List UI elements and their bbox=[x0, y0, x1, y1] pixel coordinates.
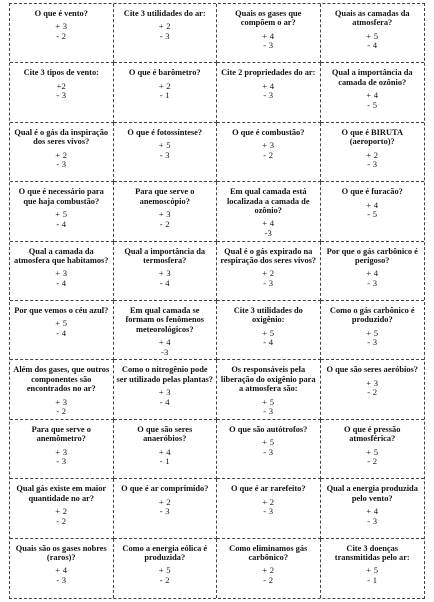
score-values bbox=[220, 219, 317, 238]
question-card bbox=[114, 123, 218, 182]
question-card bbox=[10, 479, 114, 538]
question-card bbox=[10, 63, 114, 122]
score-values bbox=[220, 398, 317, 417]
score-values bbox=[13, 82, 110, 101]
score-values bbox=[324, 448, 422, 467]
minus-points: - 3 bbox=[56, 90, 67, 101]
question-card bbox=[10, 242, 114, 301]
minus-points: - 3 bbox=[367, 515, 378, 526]
question-card bbox=[321, 4, 425, 63]
plus-points: + 4 bbox=[158, 337, 171, 348]
question-card bbox=[10, 182, 114, 241]
minus-points: - 4 bbox=[56, 278, 67, 288]
plus-points: + 2 bbox=[262, 496, 275, 507]
score-values bbox=[220, 329, 317, 348]
minus-points: -3 bbox=[264, 228, 273, 238]
question-card bbox=[217, 123, 321, 182]
question-text: O que é furacão? bbox=[341, 187, 403, 197]
minus-points: - 4 bbox=[56, 328, 67, 338]
question-text: Qual a camada da atmosfera que habitamos? bbox=[14, 246, 109, 265]
question-text: Por que o gás carbônico é perigoso? bbox=[326, 246, 418, 265]
question-text: O que é ar comprimido? bbox=[121, 484, 209, 494]
minus-points: - 4 bbox=[159, 396, 170, 407]
question-card bbox=[114, 539, 218, 598]
minus-points: - 2 bbox=[263, 575, 274, 585]
score-values bbox=[117, 566, 214, 585]
question-text: O que é combustão? bbox=[232, 127, 305, 137]
score-values bbox=[324, 269, 422, 288]
plus-points: + 5 bbox=[55, 318, 68, 329]
plus-points: + 2 bbox=[55, 149, 68, 160]
score-values bbox=[324, 566, 422, 585]
score-values bbox=[13, 566, 110, 585]
minus-points: - 3 bbox=[263, 446, 274, 457]
plus-points: + 4 bbox=[262, 218, 275, 229]
question-text: Cite 3 utilidades do oxigênio: bbox=[233, 306, 303, 325]
plus-points: + 4 bbox=[366, 506, 379, 516]
score-values bbox=[324, 201, 422, 220]
plus-points: + 4 bbox=[366, 90, 379, 101]
plus-points: + 4 bbox=[262, 30, 275, 41]
question-text: Em qual camada se formam os fenômenos meteorológicos? bbox=[125, 306, 205, 334]
question-card bbox=[321, 123, 425, 182]
plus-points: + 3 bbox=[366, 377, 379, 388]
score-values bbox=[117, 388, 214, 407]
question-text: Os responsáveis pela liberação do oxigênio para a atmosfera são: bbox=[220, 365, 316, 394]
plus-points: + 2 bbox=[262, 565, 275, 576]
score-values bbox=[117, 338, 214, 357]
question-text: Quais as camadas da atmosfera? bbox=[334, 9, 410, 28]
minus-points: - 2 bbox=[56, 31, 67, 41]
question-text: Como a energia eólica é produzida? bbox=[122, 543, 208, 562]
question-text: O que é BIRUTA (aeroporto)? bbox=[341, 127, 403, 147]
question-text: O que é necessário para que haja combustão? bbox=[18, 187, 104, 206]
score-values bbox=[220, 269, 317, 288]
minus-points: - 3 bbox=[263, 40, 274, 51]
question-card bbox=[321, 360, 425, 419]
question-text: O que é pressão atmosférica? bbox=[344, 424, 401, 444]
question-card bbox=[217, 301, 321, 360]
question-card bbox=[321, 301, 425, 360]
question-text: Além dos gases, que outros componentes são encontrados no ar? bbox=[13, 365, 110, 394]
minus-points: - 3 bbox=[263, 506, 274, 517]
minus-points: - 3 bbox=[263, 406, 274, 417]
plus-points: + 5 bbox=[158, 140, 171, 151]
plus-points: + 4 bbox=[262, 80, 275, 91]
question-card bbox=[321, 182, 425, 241]
question-card bbox=[217, 4, 321, 63]
question-text: Qual gás existe em maior quantidade no ar? bbox=[16, 484, 107, 503]
question-card bbox=[217, 539, 321, 598]
score-values bbox=[13, 448, 110, 467]
minus-points: - 2 bbox=[367, 456, 378, 467]
score-values bbox=[117, 210, 214, 229]
score-values bbox=[324, 329, 422, 348]
minus-points: - 3 bbox=[367, 337, 378, 348]
question-text: Para que serve o anemômetro? bbox=[31, 424, 91, 444]
question-card bbox=[114, 301, 218, 360]
plus-points: + 3 bbox=[55, 446, 68, 457]
plus-points: + 2 bbox=[262, 268, 275, 279]
question-text: Cite 2 propriedades do ar: bbox=[221, 68, 316, 78]
plus-points: + 5 bbox=[262, 437, 275, 448]
score-values bbox=[220, 498, 317, 517]
minus-points: - 3 bbox=[159, 31, 170, 41]
score-values bbox=[324, 379, 422, 398]
question-text: Cite 3 tipos de vento: bbox=[23, 68, 99, 78]
score-values bbox=[220, 566, 317, 585]
plus-points: + 3 bbox=[158, 268, 171, 279]
minus-points: - 1 bbox=[159, 90, 170, 101]
plus-points: + 3 bbox=[262, 140, 275, 151]
question-card bbox=[10, 301, 114, 360]
question-card bbox=[321, 479, 425, 538]
question-card-sheet bbox=[9, 3, 425, 599]
score-values bbox=[324, 32, 422, 51]
question-text: Para que serve o anemoscópio? bbox=[135, 187, 195, 206]
question-text: Qual a importância da termosfera? bbox=[124, 246, 206, 265]
question-text: Como o gás carbônico é produzido? bbox=[329, 306, 415, 325]
score-values bbox=[13, 22, 110, 41]
score-values bbox=[13, 151, 110, 170]
plus-points: + 5 bbox=[366, 30, 379, 41]
plus-points: + 4 bbox=[55, 565, 68, 576]
score-values bbox=[117, 82, 214, 101]
question-card bbox=[114, 360, 218, 419]
minus-points: - 3 bbox=[159, 506, 170, 517]
plus-points: + 5 bbox=[262, 396, 275, 407]
question-card bbox=[321, 242, 425, 301]
plus-points: + 2 bbox=[55, 506, 68, 516]
question-text: Qual a importância da camada de ozônio? bbox=[331, 68, 413, 87]
minus-points: - 2 bbox=[159, 218, 170, 229]
question-card bbox=[114, 479, 218, 538]
question-text: Qual é o gás expirado na respiração dos seres vivos? bbox=[220, 246, 317, 265]
question-text: Qual a energia produzida pelo vento? bbox=[326, 484, 418, 503]
question-text: Como o nitrogênio pode ser utilizado pelas plantas? bbox=[116, 365, 213, 384]
question-card bbox=[114, 63, 218, 122]
score-values bbox=[220, 82, 317, 101]
score-values bbox=[117, 498, 214, 517]
question-card bbox=[217, 242, 321, 301]
question-card bbox=[321, 63, 425, 122]
plus-points: + 4 bbox=[366, 199, 379, 210]
question-card bbox=[10, 420, 114, 479]
minus-points: - 2 bbox=[56, 515, 67, 526]
score-values bbox=[324, 151, 422, 170]
minus-points: - 3 bbox=[56, 456, 67, 467]
question-text: Como eliminamos gás carbônico? bbox=[229, 543, 308, 562]
minus-points: - 3 bbox=[56, 575, 67, 585]
minus-points: - 3 bbox=[367, 278, 378, 288]
score-values bbox=[13, 507, 110, 526]
score-values bbox=[117, 22, 214, 41]
plus-points: + 3 bbox=[55, 21, 68, 32]
question-card bbox=[217, 182, 321, 241]
plus-points: + 4 bbox=[366, 268, 379, 279]
question-text: O que é fotossíntese? bbox=[127, 127, 203, 137]
minus-points: - 2 bbox=[159, 575, 170, 585]
question-card bbox=[10, 123, 114, 182]
plus-points: + 5 bbox=[262, 327, 275, 338]
plus-points: + 2 bbox=[158, 496, 171, 507]
question-text: O que é ar rarefeito? bbox=[230, 484, 306, 494]
plus-points: + 2 bbox=[158, 80, 171, 91]
minus-points: - 3 bbox=[263, 90, 274, 101]
question-card bbox=[217, 360, 321, 419]
question-card bbox=[114, 420, 218, 479]
score-values bbox=[220, 438, 317, 457]
minus-points: - 3 bbox=[263, 278, 274, 288]
question-text: Quais são os gases nobres (raros)? bbox=[15, 543, 107, 562]
plus-points: +2 bbox=[56, 80, 67, 91]
plus-points: + 5 bbox=[366, 446, 379, 457]
question-card bbox=[10, 360, 114, 419]
score-values bbox=[13, 319, 110, 338]
score-values bbox=[13, 398, 110, 417]
score-values bbox=[117, 269, 214, 288]
minus-points: - 4 bbox=[56, 218, 67, 229]
minus-points: - 5 bbox=[367, 209, 378, 220]
minus-points: - 4 bbox=[263, 337, 274, 348]
question-card bbox=[10, 539, 114, 598]
minus-points: - 2 bbox=[56, 406, 67, 417]
plus-points: + 5 bbox=[55, 209, 68, 219]
question-text: Por que vemos o céu azul? bbox=[14, 306, 109, 315]
minus-points: - 3 bbox=[159, 149, 170, 160]
plus-points: + 5 bbox=[366, 327, 379, 338]
score-values bbox=[13, 210, 110, 229]
question-card bbox=[321, 420, 425, 479]
minus-points: - 1 bbox=[159, 456, 170, 467]
question-card bbox=[217, 63, 321, 122]
plus-points: + 3 bbox=[55, 396, 68, 407]
minus-points: - 2 bbox=[367, 387, 378, 398]
score-values bbox=[324, 507, 422, 526]
question-text: Cite 3 utilidades do ar: bbox=[123, 9, 206, 18]
question-text: Quais os gases que compõem o ar? bbox=[235, 9, 302, 28]
question-text: Em qual camada está localizada a camada de ozônio? bbox=[226, 187, 310, 215]
question-text: O que são seres anaeróbios? bbox=[137, 424, 193, 444]
question-text: O que são autótrofos? bbox=[229, 424, 308, 434]
plus-points: + 2 bbox=[366, 149, 379, 160]
question-card bbox=[114, 242, 218, 301]
minus-points: -3 bbox=[160, 346, 169, 357]
plus-points: + 3 bbox=[158, 387, 171, 398]
score-values bbox=[220, 32, 317, 51]
question-card bbox=[217, 479, 321, 538]
question-card bbox=[114, 4, 218, 63]
plus-points: + 5 bbox=[366, 565, 379, 576]
question-text: O que é vento? bbox=[34, 9, 88, 18]
question-text: Cite 3 doenças transmitidas pelo ar: bbox=[334, 543, 410, 562]
plus-points: + 3 bbox=[158, 209, 171, 219]
score-values bbox=[117, 448, 214, 467]
question-text: O que é barômetro? bbox=[128, 68, 201, 78]
plus-points: + 2 bbox=[158, 21, 171, 32]
minus-points: - 4 bbox=[367, 40, 378, 51]
question-text: Qual é o gás da inspiração dos seres vivos? bbox=[14, 127, 109, 147]
question-text: O que são seres aeróbios? bbox=[326, 365, 418, 375]
minus-points: - 4 bbox=[159, 278, 170, 288]
plus-points: + 4 bbox=[158, 446, 171, 457]
minus-points: - 3 bbox=[367, 159, 378, 170]
minus-points: - 2 bbox=[263, 149, 274, 160]
question-card bbox=[217, 420, 321, 479]
question-card bbox=[114, 182, 218, 241]
minus-points: - 5 bbox=[367, 99, 378, 110]
question-card bbox=[10, 4, 114, 63]
score-values bbox=[117, 141, 214, 160]
question-card bbox=[321, 539, 425, 598]
minus-points: - 3 bbox=[56, 159, 67, 170]
score-values bbox=[13, 269, 110, 288]
minus-points: - 1 bbox=[367, 575, 378, 585]
plus-points: + 5 bbox=[158, 565, 171, 576]
plus-points: + 3 bbox=[55, 268, 68, 279]
score-values bbox=[324, 91, 422, 110]
score-values bbox=[220, 141, 317, 160]
